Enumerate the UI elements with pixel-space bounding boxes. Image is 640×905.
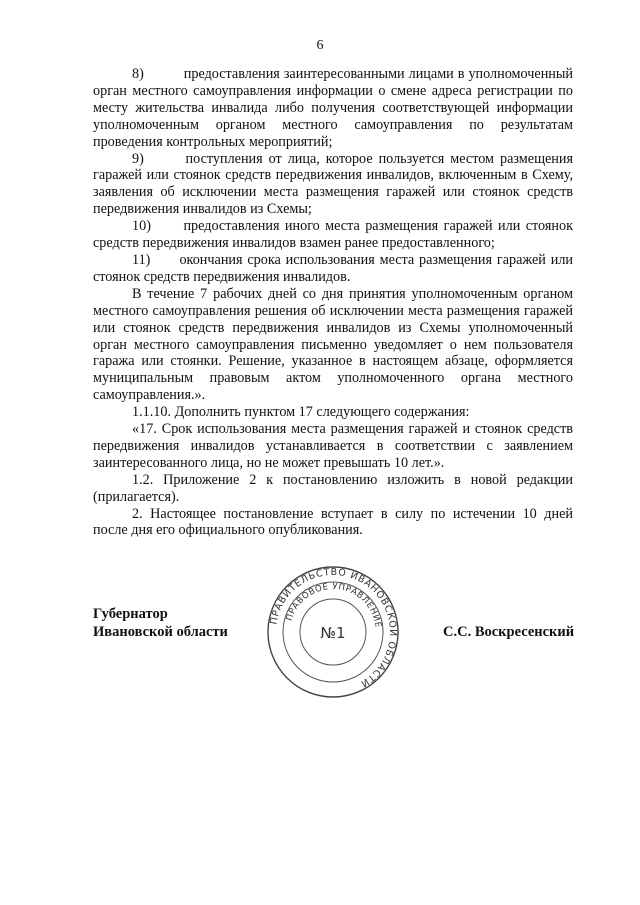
seal-inner-text: ПРАВОВОЕ УПРАВЛЕНИЕ [284,581,383,629]
paragraph-1-1-10: 1.1.10. Дополнить пунктом 17 следующего содержания: [132,404,470,421]
paragraph-item-10: 10) предоставления иного места размещения гаражей или стоянок средств передвижения инвалидов взамен ранее предоставленного; [93,218,573,252]
official-seal-stamp [266,565,400,699]
paragraph-2: 2. Настоящее постановление вступает в силу по истечении 10 дней после дня его официального опубликования. [93,505,573,539]
document-body [93,66,573,539]
paragraph-1-2: 1.2. Приложение 2 к постановлению изложить в новой редакции (прилагается). [93,471,573,505]
paragraph-item-9: 9) поступления от лица, которое пользуется местом размещения гаражей или стоянок средств передвижения инвалидов, включенным в Схему, заявления об исключении места размещения гаражей или стоянок средств передвижения инвалидов из Схемы; [93,150,573,218]
seal-outer-text: ПРАВИТЕЛЬСТВО ИВАНОВСКОЙ ОБЛАСТИ [268,566,399,690]
paragraph-item-11: 11) окончания срока использования места размещения гаражей или стоянок средств передвижения инвалидов. [93,251,573,285]
signatory-title [93,605,228,641]
signatory-name: С.С. Воскресенский [443,624,575,640]
signatory-title-line2: Ивановской области [93,624,228,640]
paragraph-item-17: «17. Срок использования места размещения гаражей и стоянок средств передвижения инвалидов устанавливается в соответствии с заявлением заинтересованного лица, но не может превышать 10 лет.». [93,421,573,471]
signatory-title-line1: Губернатор [93,606,168,622]
paragraph-item-8: 8) предоставления заинтересованными лицами в уполномоченный орган местного самоуправления информации о смене адреса регистрации по месту жительства инвалида либо получения соответствующей информации уполномоченным органом местного самоуправления по результатам проведения контрольных мероприятий; [93,66,573,150]
paragraph-notification: В течение 7 рабочих дней со дня принятия уполномоченным органом местного самоуправления решения об исключении места размещения гаражей или стоянок средств передвижения инвалидов из Схемы уполномоченный орган местного самоуправления письменно уведомляет о нем пользователя гаража или стоянки. Решение, указанное в настоящем абзаце, оформляется муниципальным правовым актом уполномоченного органа местного самоуправления.». [93,285,573,404]
page-number: 6 [316,38,324,53]
seal-number: №1 [320,624,346,642]
